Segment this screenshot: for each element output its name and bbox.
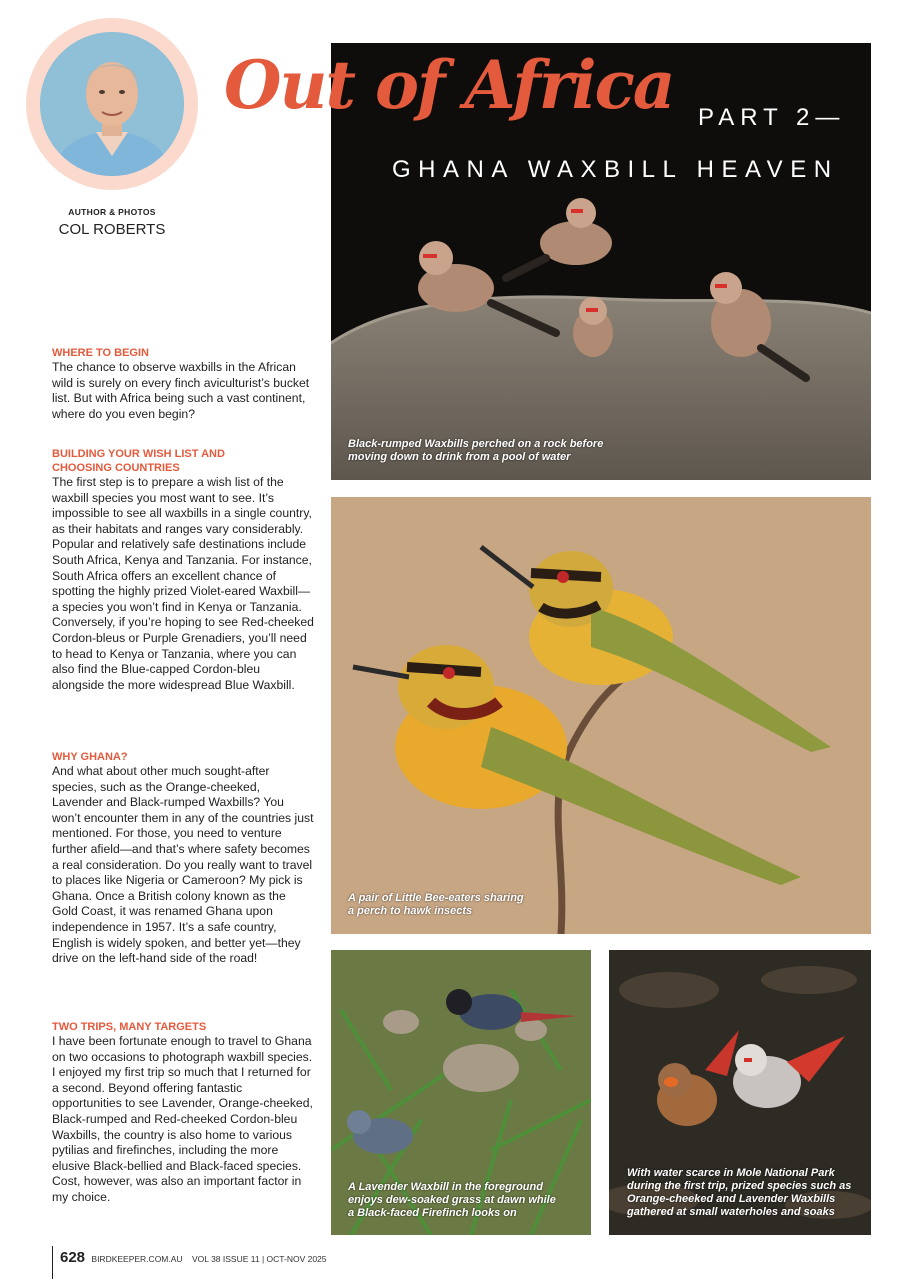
- bee-eaters-caption: [348, 892, 524, 918]
- caption-line: during the first trip, prized species such as: [627, 1180, 852, 1192]
- footer-issue: VOL 38 ISSUE 11 | OCT-NOV 2025: [192, 1254, 327, 1264]
- section-body: And what about other much sought-after species, such as the Orange-cheeked, Lavender and Black-rumped Waxbills? You won’t encounter them in any of the countries just mentioned. For those, you need to venture further afield—and that’s where safety becomes a real consideration. Do you really want to travel to places like Nigeria or Cameroon? My pick is Ghana. Once a British colony known as the Gold Coast, it was renamed Ghana upon independence in 1957. It’s a safe country, English is widely spoken, and better yet—they drive on the left-hand side of the road!: [52, 764, 314, 966]
- footer-rule: [52, 1246, 53, 1279]
- section-body: The first step is to prepare a wish list of the waxbill species you most want to see. It’s impossible to see all waxbills in a single country, as their habitats and ranges vary considerably. Popular and relatively safe destinations include South Africa, Kenya and Tanzania. For instance, South Africa offers an excellent chance of spotting the highly prized Violet-eared Waxbill—a species you won’t find in Kenya or Tanzania. Conversely, if you’re hoping to see Red-cheeked Cordon-bleus or Purple Grenadiers, you’ll need to head to Kenya or Tanzania, where you can also find the Blue-capped Cordon-bleu alongside the more widespread Blue Waxbill.: [52, 475, 314, 692]
- author-role: AUTHOR & PHOTOS: [68, 207, 156, 217]
- caption-line: moving down to drink from a pool of water: [348, 451, 571, 463]
- section-heading: TWO TRIPS, MANY TARGETS: [52, 1021, 207, 1033]
- title-script: Out of Africa: [224, 46, 674, 124]
- section-body: The chance to observe waxbills in the African wild is surely on every finch aviculturist’s bucket list. But with Africa being such a vast continent, where do you even begin?: [52, 360, 310, 421]
- section-heading: WHERE TO BEGIN: [52, 347, 149, 359]
- footer-site: BIRDKEEPER.COM.AU: [91, 1254, 183, 1264]
- caption-line: Black-rumped Waxbills perched on a rock before: [348, 438, 604, 450]
- section-why-ghana: [52, 750, 314, 967]
- section-two-trips: [52, 1020, 314, 1206]
- section-wish-list: [52, 447, 314, 693]
- author-photo: [40, 32, 184, 176]
- bee-eaters-photo: [331, 497, 871, 934]
- caption-line: a perch to hawk insects: [348, 905, 473, 917]
- waterhole-caption: [627, 1167, 851, 1219]
- hero-caption: [348, 438, 603, 464]
- caption-line: enjoys dew-soaked grass at dawn while: [348, 1194, 556, 1206]
- page-number: 628: [60, 1249, 86, 1266]
- section-body: I have been fortunate enough to travel to Ghana on two occasions to photograph waxbill species. I enjoyed my first trip so much that I returned for a second. Beyond offering fantastic opportunities to see Lavender, Orange-cheeked, Black-rumped and Red-cheeked Cordon-bleu Waxbills, the country is also home to various pytilias and firefinches, including the more elusive Black-bellied and Black-faced species. Cost, however, was also an important factor in my choice.: [52, 1034, 313, 1204]
- firefinch-caption: [348, 1181, 556, 1220]
- title-part: PART 2—: [698, 104, 846, 131]
- section-heading: WHY GHANA?: [52, 751, 128, 763]
- caption-line: a Black-faced Firefinch looks on: [348, 1207, 517, 1219]
- caption-line: Orange-cheeked and Lavender Waxbills: [627, 1193, 836, 1205]
- caption-line: A Lavender Waxbill in the foreground: [348, 1181, 543, 1193]
- section-heading-line: BUILDING YOUR WISH LIST AND: [52, 448, 225, 460]
- title-subtitle: GHANA WAXBILL HEAVEN: [392, 156, 839, 183]
- section-heading-line: CHOOSING COUNTRIES: [52, 462, 180, 474]
- author-name: COL ROBERTS: [58, 221, 166, 238]
- section-where-to-begin: [52, 346, 314, 422]
- caption-line: A pair of Little Bee-eaters sharing: [348, 892, 524, 904]
- caption-line: With water scarce in Mole National Park: [627, 1167, 835, 1179]
- caption-line: gathered at small waterholes and soaks: [627, 1206, 835, 1218]
- page-footer: [60, 1249, 327, 1266]
